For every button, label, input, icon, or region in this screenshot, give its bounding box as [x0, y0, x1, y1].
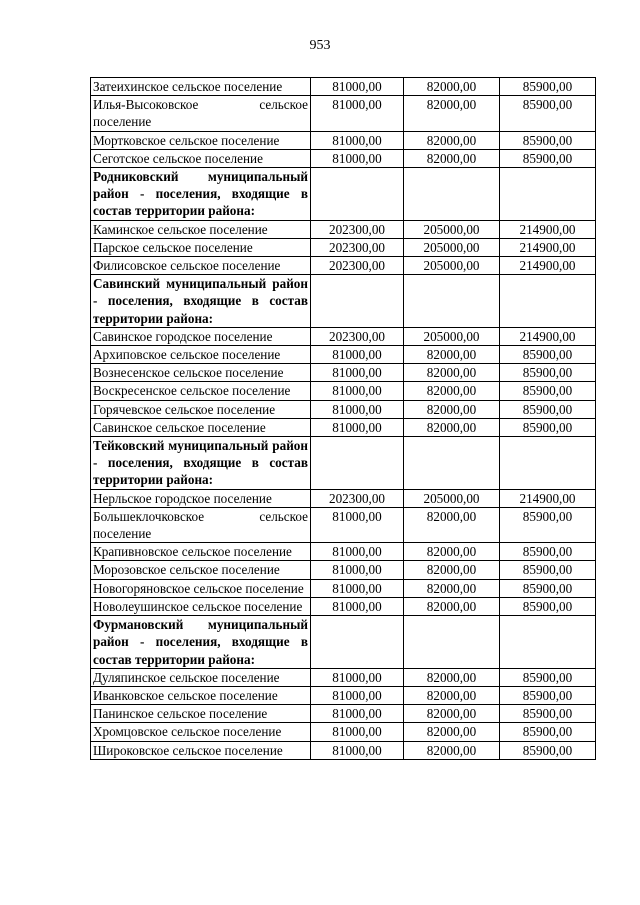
table-row [91, 723, 596, 741]
settlement-name-cell: Нерльское городское поселение [91, 489, 311, 507]
amount-cell-1: 81000,00 [311, 686, 404, 704]
table-row [91, 561, 596, 579]
amount-cell-3: 85900,00 [500, 543, 596, 561]
amount-cell-3: 85900,00 [500, 668, 596, 686]
settlement-name-cell: Сеготское сельское поселение [91, 149, 311, 167]
amount-cell-2: 82000,00 [404, 149, 500, 167]
amount-cell-2: 82000,00 [404, 364, 500, 382]
amount-cell-1: 81000,00 [311, 723, 404, 741]
settlement-name-cell: Горячевское сельское поселение [91, 400, 311, 418]
district-name-cell: Фурмановский муниципальный район - поселения, входящие в состав территории района: [91, 616, 311, 669]
amount-cell-1: 81000,00 [311, 400, 404, 418]
amount-cell-1: 202300,00 [311, 220, 404, 238]
budget-table [90, 77, 596, 760]
amount-cell-3: 85900,00 [500, 149, 596, 167]
settlement-name-cell: Затеихинское сельское поселение [91, 78, 311, 96]
amount-cell-3: 214900,00 [500, 257, 596, 275]
amount-cell-1: 81000,00 [311, 364, 404, 382]
amount-cell-2: 82000,00 [404, 668, 500, 686]
settlement-name-cell: Новолеушинское сельское поселение [91, 597, 311, 615]
amount-cell-1: 81000,00 [311, 579, 404, 597]
amount-cell-3: 85900,00 [500, 507, 596, 542]
amount-cell-1: 81000,00 [311, 561, 404, 579]
amount-cell-2: 82000,00 [404, 561, 500, 579]
table-row [91, 489, 596, 507]
settlement-name-cell: Панинское сельское поселение [91, 705, 311, 723]
amount-cell-2: 205000,00 [404, 327, 500, 345]
amount-cell-3: 85900,00 [500, 78, 596, 96]
district-header-row [91, 437, 596, 490]
amount-cell-3: 85900,00 [500, 723, 596, 741]
table-row [91, 327, 596, 345]
amount-cell-3 [500, 168, 596, 221]
amount-cell-1: 81000,00 [311, 382, 404, 400]
table-row [91, 543, 596, 561]
table-row [91, 579, 596, 597]
settlement-name-cell: Дуляпинское сельское поселение [91, 668, 311, 686]
table-row [91, 686, 596, 704]
amount-cell-1: 81000,00 [311, 346, 404, 364]
table-row [91, 364, 596, 382]
amount-cell-1: 202300,00 [311, 327, 404, 345]
amount-cell-3: 85900,00 [500, 705, 596, 723]
amount-cell-2: 205000,00 [404, 238, 500, 256]
amount-cell-2 [404, 437, 500, 490]
amount-cell-1: 202300,00 [311, 257, 404, 275]
amount-cell-2: 82000,00 [404, 78, 500, 96]
amount-cell-1 [311, 275, 404, 328]
amount-cell-2: 82000,00 [404, 705, 500, 723]
amount-cell-2: 82000,00 [404, 382, 500, 400]
amount-cell-1: 202300,00 [311, 489, 404, 507]
amount-cell-2 [404, 168, 500, 221]
amount-cell-1: 202300,00 [311, 238, 404, 256]
table-row [91, 382, 596, 400]
amount-cell-1 [311, 437, 404, 490]
district-header-row [91, 168, 596, 221]
settlement-name-cell: Савинское сельское поселение [91, 418, 311, 436]
table-row [91, 238, 596, 256]
amount-cell-2: 82000,00 [404, 418, 500, 436]
settlement-name-cell: Каминское сельское поселение [91, 220, 311, 238]
amount-cell-2: 82000,00 [404, 507, 500, 542]
amount-cell-1: 81000,00 [311, 543, 404, 561]
amount-cell-1: 81000,00 [311, 78, 404, 96]
settlement-name-cell: Широковское сельское поселение [91, 741, 311, 759]
amount-cell-1: 81000,00 [311, 418, 404, 436]
settlement-name-cell: Воскресенское сельское поселение [91, 382, 311, 400]
amount-cell-2: 82000,00 [404, 543, 500, 561]
settlement-name-cell: Архиповское сельское поселение [91, 346, 311, 364]
settlement-name-cell: Хромцовское сельское поселение [91, 723, 311, 741]
amount-cell-2: 82000,00 [404, 579, 500, 597]
amount-cell-3: 85900,00 [500, 96, 596, 131]
amount-cell-3: 214900,00 [500, 327, 596, 345]
page-number: 953 [309, 38, 331, 53]
amount-cell-2: 82000,00 [404, 597, 500, 615]
settlement-name-cell: Савинское городское поселение [91, 327, 311, 345]
table-row [91, 78, 596, 96]
table-row [91, 149, 596, 167]
amount-cell-1 [311, 616, 404, 669]
amount-cell-3 [500, 275, 596, 328]
amount-cell-2: 205000,00 [404, 220, 500, 238]
district-header-row [91, 616, 596, 669]
amount-cell-3: 85900,00 [500, 686, 596, 704]
amount-cell-1: 81000,00 [311, 149, 404, 167]
district-name-cell: Тейковский муниципальный район - поселения, входящие в состав территории района: [91, 437, 311, 490]
table-row [91, 418, 596, 436]
amount-cell-2: 82000,00 [404, 96, 500, 131]
table-row [91, 705, 596, 723]
table-row [91, 597, 596, 615]
amount-cell-2: 82000,00 [404, 741, 500, 759]
settlement-name-cell: Парское сельское поселение [91, 238, 311, 256]
amount-cell-1: 81000,00 [311, 668, 404, 686]
amount-cell-3: 85900,00 [500, 579, 596, 597]
district-header-row [91, 275, 596, 328]
amount-cell-2: 205000,00 [404, 489, 500, 507]
settlement-name-cell: Морозовское сельское поселение [91, 561, 311, 579]
table-row [91, 400, 596, 418]
amount-cell-3: 85900,00 [500, 418, 596, 436]
table-row [91, 668, 596, 686]
amount-cell-2: 82000,00 [404, 686, 500, 704]
table-row [91, 346, 596, 364]
settlement-name-cell: Большеклочковское сельское поселение [91, 507, 311, 542]
table-row [91, 96, 596, 131]
table-body [91, 78, 596, 760]
amount-cell-3: 85900,00 [500, 382, 596, 400]
settlement-name-cell: Новогоряновское сельское поселение [91, 579, 311, 597]
amount-cell-1 [311, 168, 404, 221]
amount-cell-3: 85900,00 [500, 561, 596, 579]
settlement-name-cell: Илья-Высоковское сельское поселение [91, 96, 311, 131]
settlement-name-cell: Филисовское сельское поселение [91, 257, 311, 275]
amount-cell-3: 214900,00 [500, 220, 596, 238]
amount-cell-3: 214900,00 [500, 489, 596, 507]
amount-cell-3: 85900,00 [500, 364, 596, 382]
settlement-name-cell: Крапивновское сельское поселение [91, 543, 311, 561]
table-row [91, 131, 596, 149]
amount-cell-2: 82000,00 [404, 723, 500, 741]
settlement-name-cell: Вознесенское сельское поселение [91, 364, 311, 382]
amount-cell-2 [404, 275, 500, 328]
amount-cell-3: 85900,00 [500, 741, 596, 759]
amount-cell-2: 82000,00 [404, 131, 500, 149]
amount-cell-2 [404, 616, 500, 669]
district-name-cell: Савинский муниципальный район - поселения, входящие в состав территории района: [91, 275, 311, 328]
amount-cell-1: 81000,00 [311, 705, 404, 723]
amount-cell-2: 82000,00 [404, 346, 500, 364]
amount-cell-3 [500, 437, 596, 490]
settlement-name-cell: Иванковское сельское поселение [91, 686, 311, 704]
table-row [91, 257, 596, 275]
district-name-cell: Родниковский муниципальный район - поселения, входящие в состав территории района: [91, 168, 311, 221]
table-row [91, 220, 596, 238]
amount-cell-1: 81000,00 [311, 131, 404, 149]
amount-cell-3: 85900,00 [500, 346, 596, 364]
amount-cell-1: 81000,00 [311, 597, 404, 615]
amount-cell-1: 81000,00 [311, 741, 404, 759]
table-row [91, 741, 596, 759]
amount-cell-3: 85900,00 [500, 131, 596, 149]
amount-cell-2: 82000,00 [404, 400, 500, 418]
amount-cell-3: 214900,00 [500, 238, 596, 256]
settlement-name-cell: Мортковское сельское поселение [91, 131, 311, 149]
amount-cell-1: 81000,00 [311, 96, 404, 131]
amount-cell-1: 81000,00 [311, 507, 404, 542]
amount-cell-2: 205000,00 [404, 257, 500, 275]
table-row [91, 507, 596, 542]
amount-cell-3 [500, 616, 596, 669]
amount-cell-3: 85900,00 [500, 400, 596, 418]
amount-cell-3: 85900,00 [500, 597, 596, 615]
